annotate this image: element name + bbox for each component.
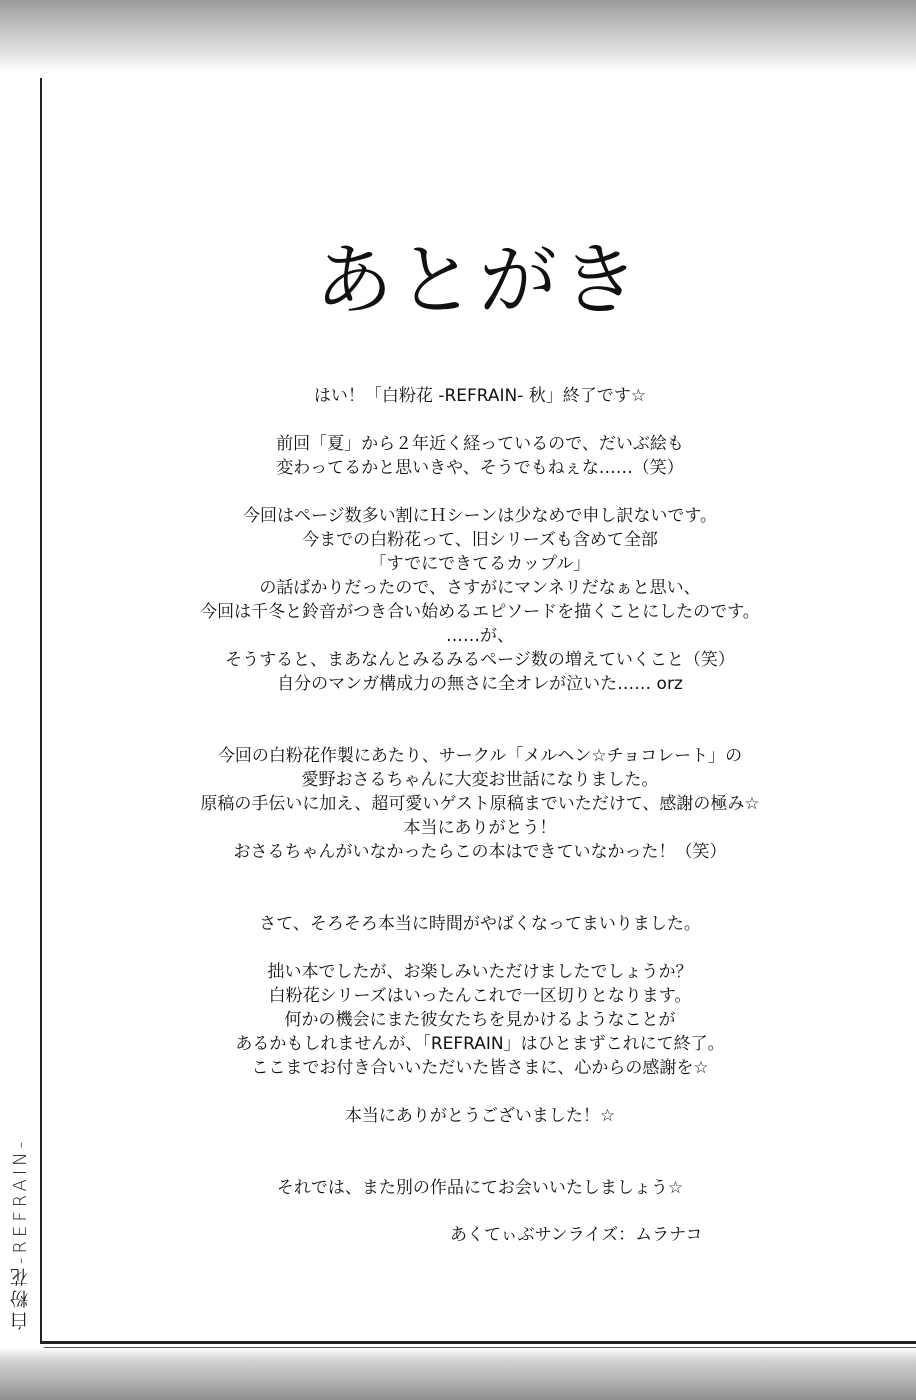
page-title: あとがき: [314, 236, 643, 326]
text-line: ……が、: [446, 626, 514, 646]
text-line: 前回「夏」から２年近く経っているので、だいぶ絵も: [276, 434, 684, 454]
text-line: 原稿の手伝いに加え、超可愛いゲスト原稿までいただけて、感謝の極み☆: [200, 794, 760, 814]
paragraph-opening: [80, 384, 880, 408]
text-line: の話ばかりだったので、さすがにマンネリだなぁと思い、: [259, 578, 701, 598]
author-signature: あくてぃぶサンライズ：ムラナコ: [450, 1225, 703, 1245]
text-line: おさるちゃんがいなかったらこの本はできていなかった！（笑）: [233, 842, 727, 862]
text-line: 拙い本でしたが、お楽しみいただけましたでしょうか？: [267, 962, 693, 982]
text-line: 本当にありがとう！: [403, 818, 557, 838]
top-gradient-band: [0, 0, 916, 72]
text-line: 今回の白粉花作製にあたり、サークル「メルヘン☆チョコレート」の: [217, 746, 743, 766]
text-line: 変わってるかと思いきや、そうでもねぇな……（笑）: [276, 458, 684, 478]
spine-title: 白粉花-REFRAIN-: [10, 1137, 31, 1330]
afterword-body: [80, 384, 880, 1200]
text-line: あるかもしれませんが、「REFRAIN」はひとまずこれにて終了。: [235, 1034, 725, 1054]
text-line: 自分のマンガ構成力の無さに全オレが泣いた…… orz: [277, 674, 683, 694]
text-line: 愛野おさるちゃんに大変お世話になりました。: [301, 770, 659, 790]
text-line: そうすると、まあなんとみるみるページ数の増えていくこと（笑）: [225, 650, 735, 670]
paragraph-farewell: [80, 1176, 880, 1200]
text-line: はい！「白粉花 -REFRAIN- 秋」終了です☆: [313, 386, 647, 406]
text-line: 白粉花シリーズはいったんこれで一区切りとなります。: [268, 986, 692, 1006]
text-line: 今までの白粉花って、旧シリーズも含めて全部: [302, 530, 658, 550]
text-line: 「すでにできてるカップル」: [369, 554, 591, 574]
text-line: それでは、また別の作品にてお会いいたしましょう☆: [276, 1178, 684, 1198]
bottom-gradient-band: [0, 1348, 916, 1400]
text-line: 本当にありがとうございました！☆: [344, 1106, 616, 1126]
paragraph-art-change: [80, 432, 880, 480]
text-line: 今回はページ数多い割にＨシーンは少なめで申し訳ないです。: [243, 506, 717, 526]
paragraph-thanks-guest: [80, 744, 880, 864]
paragraph-series-end: [80, 960, 880, 1080]
paragraph-time: [80, 912, 880, 936]
text-line: さて、そろそろ本当に時間がやばくなってまいりました。: [259, 914, 701, 934]
text-line: 何かの機会にまた彼女たちを見かけるようなことが: [284, 1010, 676, 1030]
text-line: 今回は千冬と鈴音がつき合い始めるエピソードを描くことにしたのです。: [200, 602, 760, 622]
paragraph-thank-you: [80, 1104, 880, 1128]
paragraph-story: [80, 504, 880, 696]
bottom-rule: [40, 1341, 916, 1344]
text-line: ここまでお付き合いいただいた皆さまに、心からの感謝を☆: [251, 1058, 709, 1078]
